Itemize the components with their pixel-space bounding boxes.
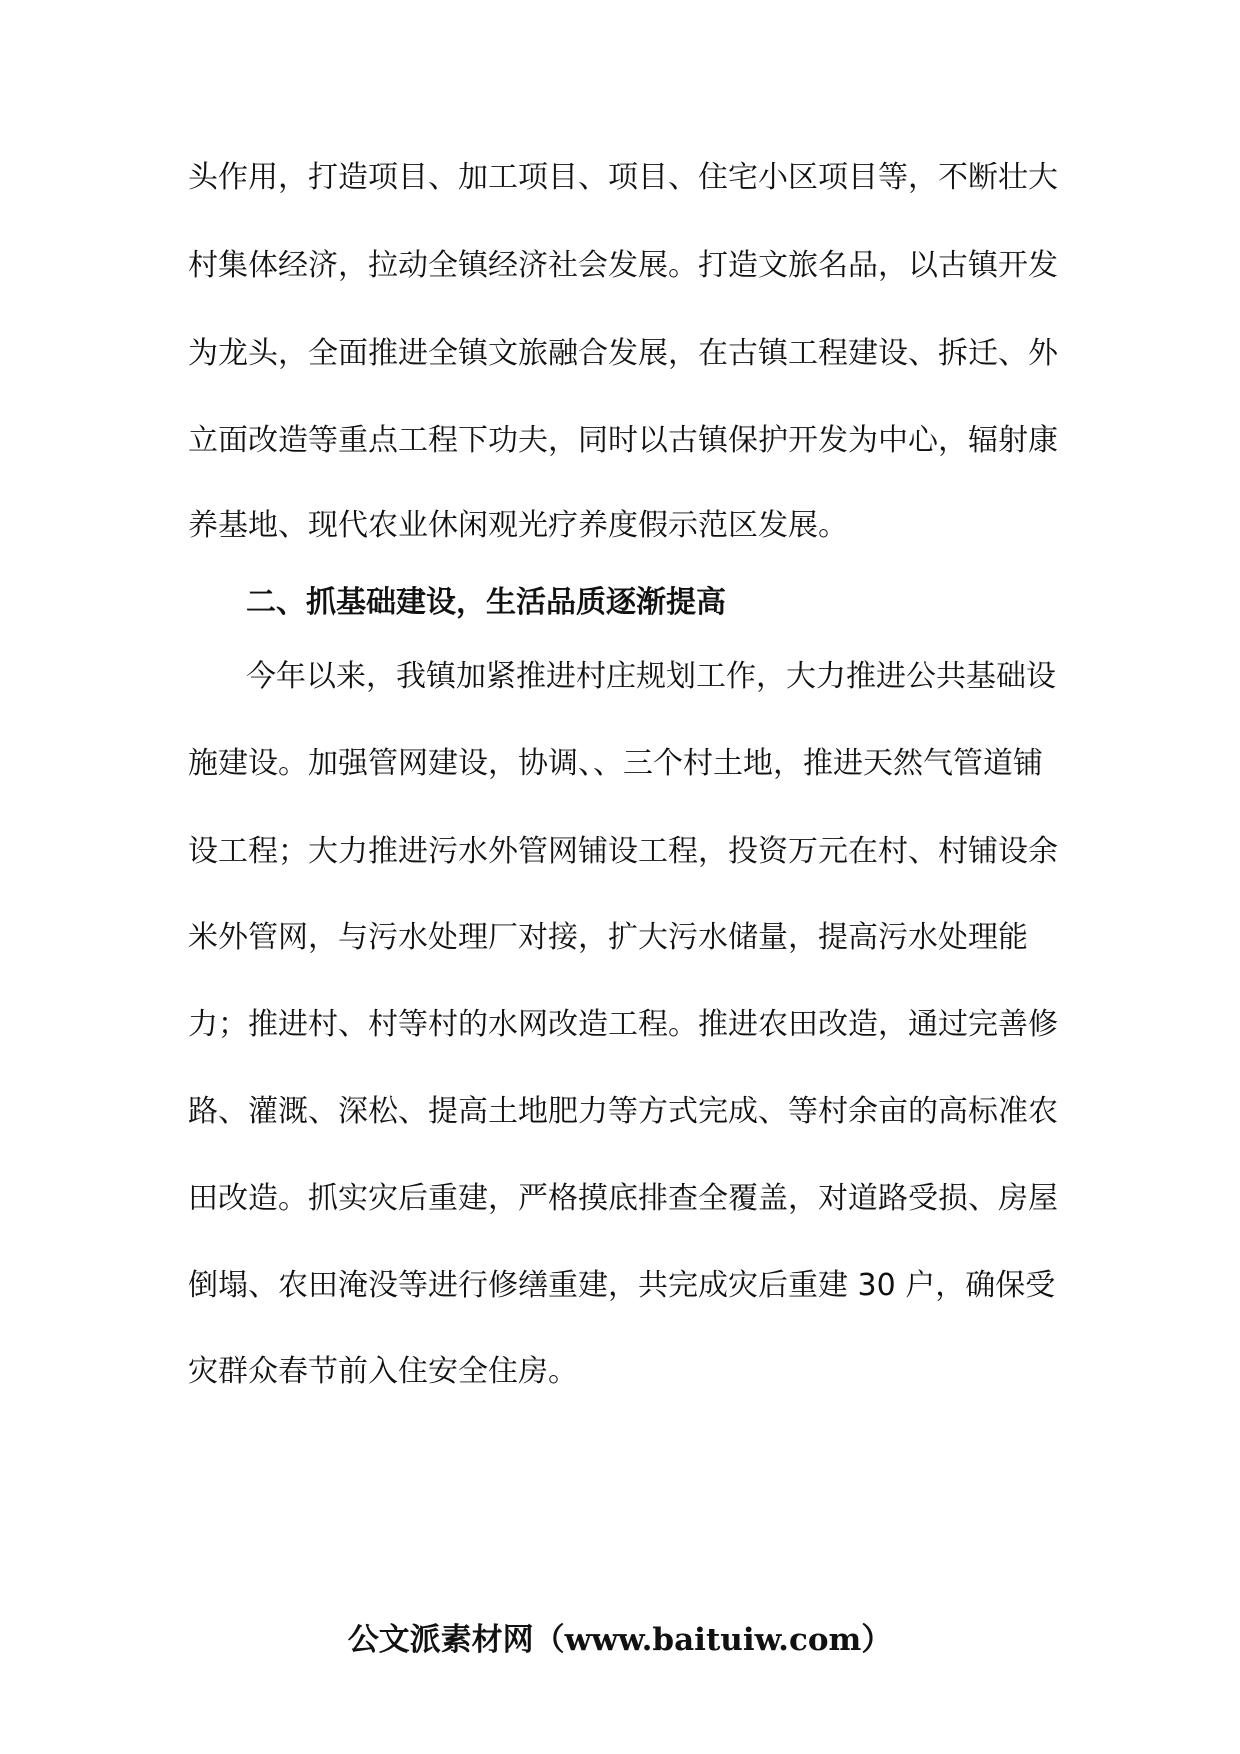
paragraph-line: 今年以来，我镇加紧推进村庄规划工作，大力推进公共基础设: [246, 659, 1056, 694]
paragraph-line: 头作用，打造项目、加工项目、项目、住宅小区项目等，不断壮大: [188, 160, 1058, 195]
paragraph-line: 米外管网，与污水处理厂对接，扩大污水储量，提高污水处理能: [188, 920, 1028, 955]
paragraph-line: 为龙头，全面推进全镇文旅融合发展，在古镇工程建设、拆迁、外: [188, 336, 1058, 371]
page-footer: 公文派素材网（www.baituiw.com）: [347, 1622, 893, 1658]
paragraph-line: 设工程；大力推进污水外管网铺设工程，投资万元在村、村铺设余: [188, 834, 1058, 869]
paragraph-line: 立面改造等重点工程下功夫，同时以古镇保护开发为中心，辐射康: [188, 423, 1058, 458]
paragraph-line: 养基地、现代农业休闲观光疗养度假示范区发展。: [188, 508, 848, 543]
paragraph-line: 力；推进村、村等村的水网改造工程。推进农田改造，通过完善修: [188, 1007, 1058, 1042]
paragraph-line: 倒塌、农田淹没等进行修缮重建，共完成灾后重建 30 户，确保受: [188, 1268, 1056, 1303]
section-heading: 二、抓基础建设，生活品质逐渐提高: [246, 585, 726, 620]
paragraph-line: 施建设。加强管网建设，协调、、三个村土地，推进天然气管道铺: [188, 746, 1043, 781]
paragraph-line: 路、灌溉、深松、提高土地肥力等方式完成、等村余亩的高标准农: [188, 1094, 1058, 1129]
paragraph-line: 田改造。抓实灾后重建，严格摸底排查全覆盖，对道路受损、房屋: [188, 1181, 1058, 1216]
paragraph-line: 灾群众春节前入住安全住房。: [188, 1354, 578, 1389]
paragraph-line: 村集体经济，拉动全镇经济社会发展。打造文旅名品，以古镇开发: [188, 248, 1058, 283]
